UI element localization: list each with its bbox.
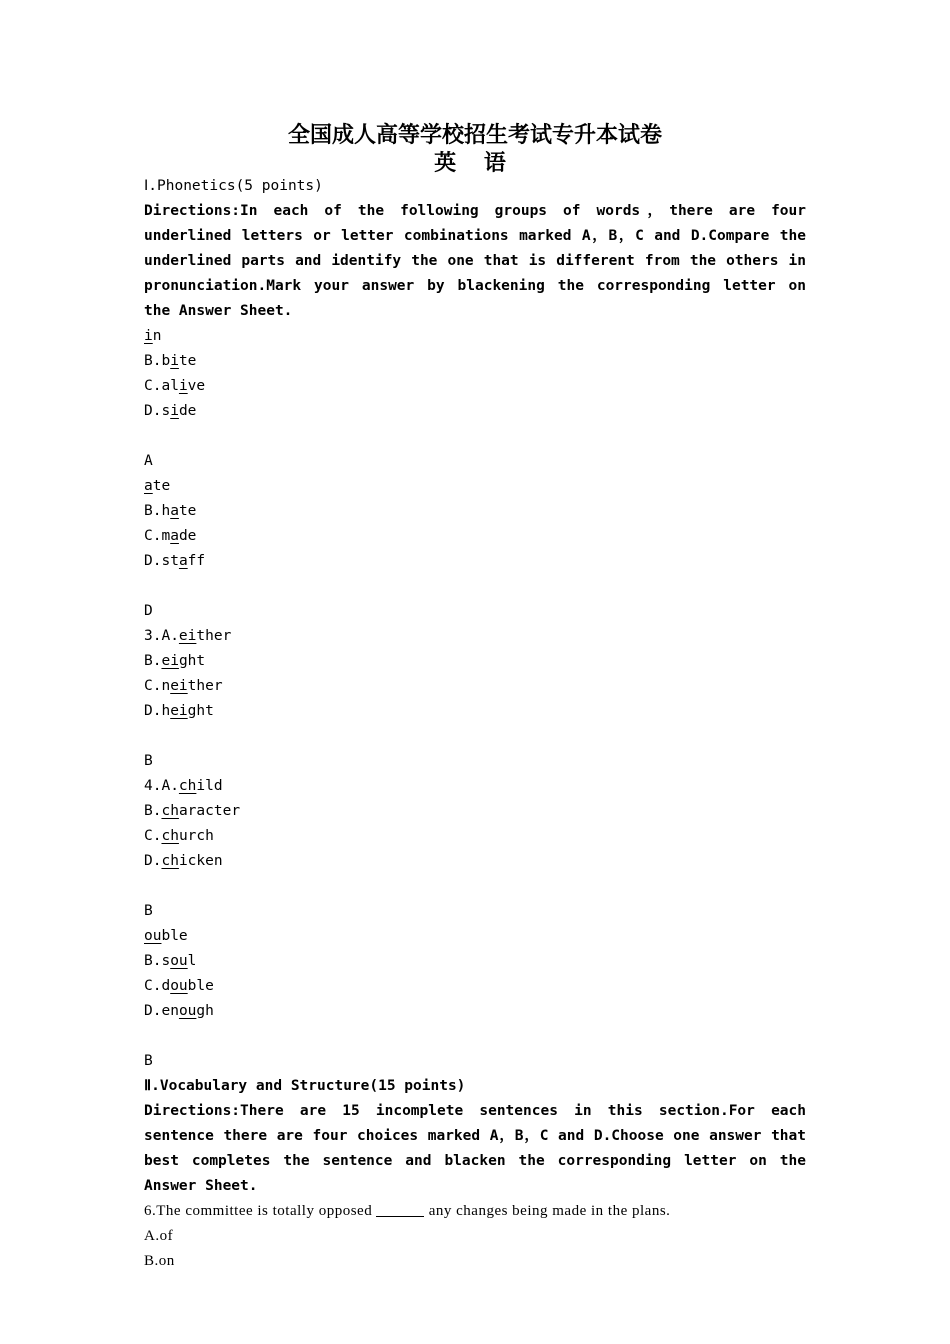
- word-end: n: [152, 328, 162, 344]
- question-3-option: [144, 649, 806, 674]
- word-end: te: [152, 478, 171, 494]
- question-5-option: [144, 949, 806, 974]
- underlined-letters: ch: [161, 803, 179, 819]
- underlined-letters: ei: [170, 703, 188, 719]
- section2-directions: Directions:There are 15 incomplete sentences in this section.For each sentence there are four choices marked A，B，C and D.Choose one answer that best completes the sentence and blacken the corresponding letter on the Answer Sheet.: [144, 1103, 806, 1194]
- option-prefix: B.: [144, 353, 162, 369]
- question-4-answer: B: [144, 903, 153, 919]
- word-end: ild: [196, 778, 223, 794]
- word-end: urch: [178, 828, 214, 844]
- word-end: ble: [161, 928, 188, 944]
- question-2-option: [144, 524, 806, 549]
- question-1-option: [144, 349, 806, 374]
- question-1-option: [144, 399, 806, 424]
- underlined-letters: a: [170, 503, 179, 519]
- word-end: ther: [196, 628, 232, 644]
- underlined-letters: ou: [170, 978, 188, 994]
- question-6: [144, 1199, 806, 1224]
- question-4-option: [144, 799, 806, 824]
- question-4-option: [144, 849, 806, 874]
- exam-title: 全国成人高等学校招生考试专升本试卷: [287, 122, 662, 148]
- question-1-option: [144, 374, 806, 399]
- word-start: s: [161, 953, 171, 969]
- question-5-option: [144, 974, 806, 999]
- question-3-answer: B: [144, 753, 153, 769]
- word-start: h: [161, 503, 171, 519]
- underlined-letters: ei: [178, 628, 197, 644]
- word-start: d: [161, 978, 171, 994]
- question-2-option: [144, 499, 806, 524]
- question-2-option: [144, 474, 806, 499]
- word-start: n: [161, 678, 171, 694]
- phonetics-questions: [144, 324, 806, 1074]
- spacer: [144, 724, 806, 749]
- underlined-letters: a: [144, 478, 153, 494]
- option-prefix: D.: [144, 853, 162, 869]
- word-start: s: [161, 403, 171, 419]
- option-prefix: D.: [144, 1003, 162, 1019]
- word-end: ght: [178, 653, 206, 669]
- option-prefix: C.: [144, 378, 162, 394]
- question-3-option: [144, 674, 806, 699]
- word-start: st: [161, 553, 179, 569]
- question-1-option: [144, 324, 806, 349]
- question-3-option: [144, 624, 806, 649]
- option-prefix: C.: [144, 978, 162, 994]
- underlined-letters: ch: [161, 853, 179, 869]
- question-6-stem-start: 6.The committee is totally opposed: [144, 1203, 377, 1219]
- underlined-letters: a: [170, 528, 179, 544]
- option-prefix: C.: [144, 678, 162, 694]
- underlined-letters: i: [170, 403, 179, 419]
- word-end: icken: [178, 853, 223, 869]
- word-end: aracter: [178, 803, 241, 819]
- word-end: de: [178, 403, 197, 419]
- underlined-letters: i: [170, 353, 179, 369]
- option-prefix: D.: [144, 553, 162, 569]
- word-start: en: [161, 1003, 179, 1019]
- underlined-letters: ch: [161, 828, 179, 844]
- word-end: ble: [187, 978, 214, 994]
- option-prefix: D.: [144, 403, 162, 419]
- underlined-letters: ei: [161, 653, 179, 669]
- option-prefix: B.: [144, 953, 162, 969]
- question-5-answer: B: [144, 1053, 153, 1069]
- underlined-letters: a: [178, 553, 188, 569]
- spacer: [144, 1024, 806, 1049]
- word-start: b: [161, 353, 171, 369]
- spacer: [144, 574, 806, 599]
- word-end: l: [187, 953, 197, 969]
- underlined-letters: ou: [178, 1003, 197, 1019]
- document-body: [144, 174, 806, 1274]
- exam-subtitle: 英 语: [434, 150, 516, 176]
- spacer: [144, 424, 806, 449]
- question-3-option: [144, 699, 806, 724]
- underlined-letters: i: [144, 328, 153, 344]
- option-prefix: B.: [144, 803, 162, 819]
- question-2-option: [144, 549, 806, 574]
- word-end: ther: [187, 678, 223, 694]
- option-prefix: B.: [144, 503, 162, 519]
- option-prefix: 4.A.: [144, 778, 179, 794]
- option-prefix: B.: [144, 653, 162, 669]
- option-prefix: C.: [144, 828, 162, 844]
- question-5-option: [144, 924, 806, 949]
- question-6-stem-end: any changes being made in the plans.: [424, 1203, 671, 1219]
- question-4-option: [144, 774, 806, 799]
- word-end: te: [178, 503, 197, 519]
- section1-heading: Ⅰ.Phonetics(5 points): [144, 178, 323, 194]
- word-end: ve: [187, 378, 206, 394]
- question-5-option: [144, 999, 806, 1024]
- answer-blank: [376, 1202, 424, 1217]
- word-end: ff: [187, 553, 206, 569]
- word-start: m: [161, 528, 171, 544]
- question-4-option: [144, 824, 806, 849]
- word-start: al: [161, 378, 179, 394]
- option-prefix: C.: [144, 528, 162, 544]
- question-6-option-a: A.of: [144, 1228, 174, 1244]
- word-end: te: [178, 353, 197, 369]
- underlined-letters: i: [178, 378, 188, 394]
- spacer: [144, 874, 806, 899]
- underlined-letters: ch: [178, 778, 197, 794]
- section2-heading: Ⅱ.Vocabulary and Structure(15 points): [144, 1078, 466, 1094]
- question-6-option-b: B.on: [144, 1253, 175, 1269]
- option-prefix: D.: [144, 703, 162, 719]
- option-prefix: 3.A.: [144, 628, 179, 644]
- word-end: ght: [187, 703, 214, 719]
- word-end: gh: [196, 1003, 214, 1019]
- word-end: de: [178, 528, 197, 544]
- word-start: h: [161, 703, 171, 719]
- underlined-letters: ou: [144, 928, 162, 944]
- underlined-letters: ei: [170, 678, 188, 694]
- question-1-answer: A: [144, 453, 153, 469]
- question-2-answer: D: [144, 603, 153, 619]
- section1-directions: Directions:In each of the following groups of words，there are four underlined letters or letter combinations marked A，B，C and D.Compare the underlined parts and identify the one that is different from the others in pronunciation.Mark your answer by blackening the corresponding letter on the Answer Sheet.: [144, 203, 806, 319]
- underlined-letters: ou: [170, 953, 188, 969]
